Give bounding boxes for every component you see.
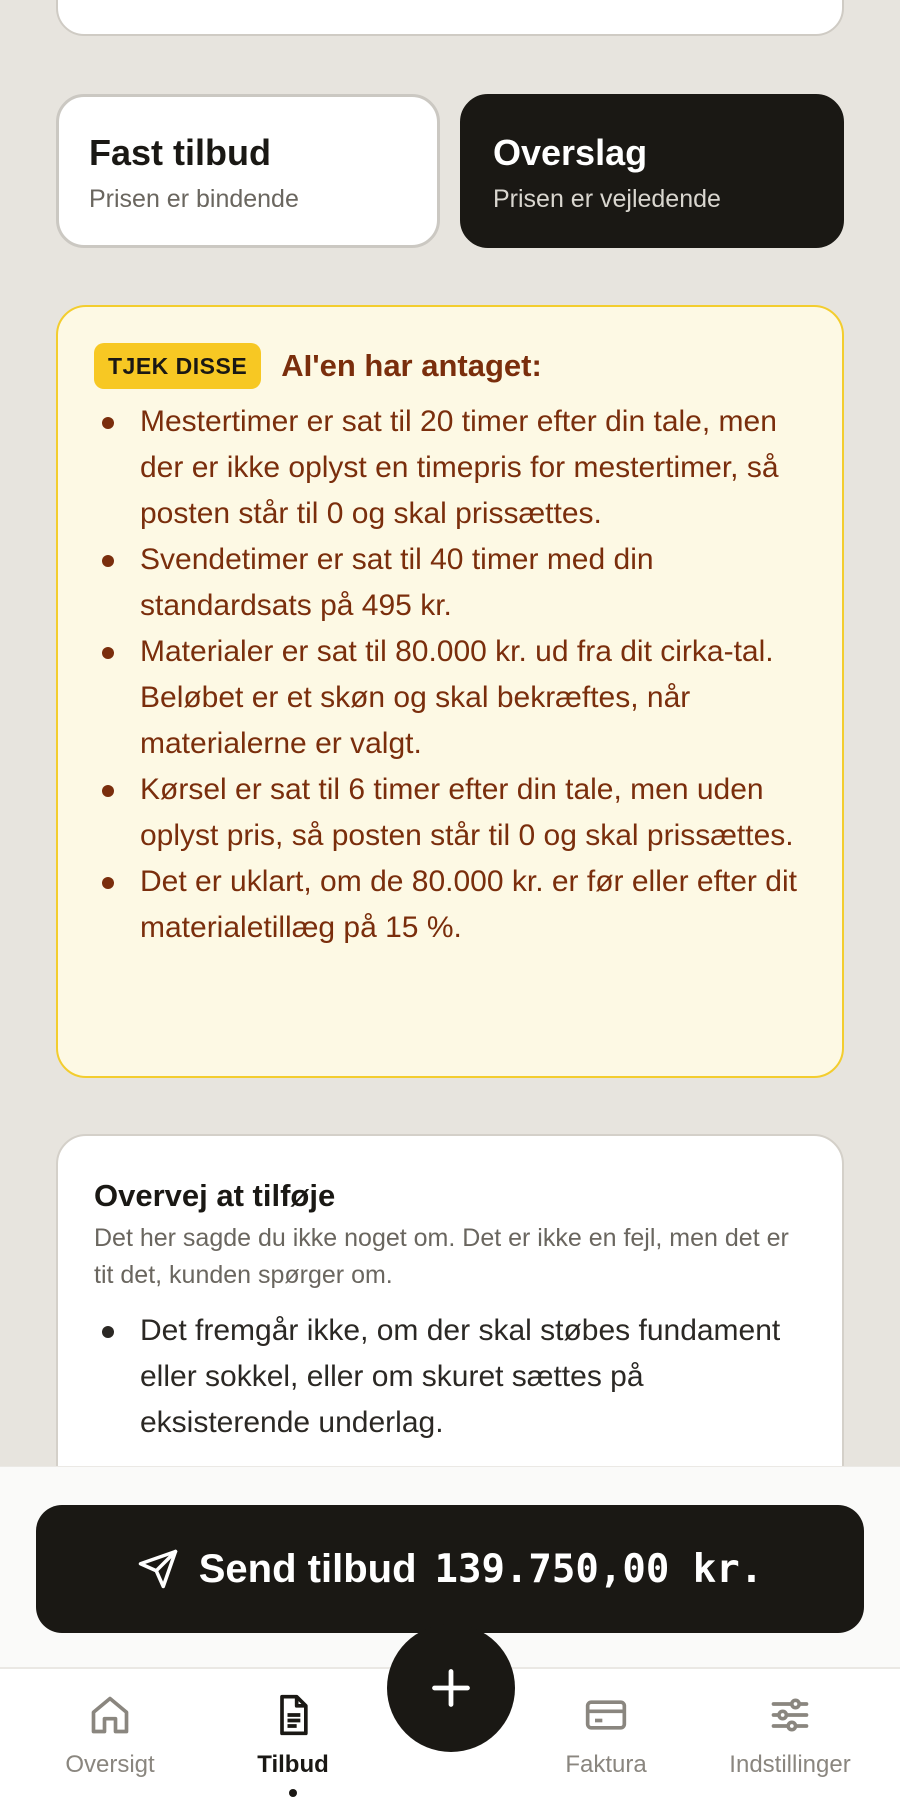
- ai-assumptions-title: AI'en har antaget:: [281, 348, 542, 383]
- tab-settings[interactable]: [700, 1669, 880, 1816]
- sliders-icon: [768, 1693, 812, 1737]
- credit-card-icon: [584, 1693, 628, 1737]
- tab-offers[interactable]: [203, 1669, 383, 1816]
- offer-type-toggle: [56, 94, 844, 248]
- estimate-option[interactable]: [460, 94, 844, 248]
- list-item: Materialer er sat til 80.000 kr. ud fra dit cirka-tal. Beløbet er et skøn og skal bekræftes, når materialerne er valgt.: [94, 629, 806, 767]
- tab-overview-label: Oversigt: [65, 1751, 155, 1778]
- list-item: Svendetimer er sat til 40 timer med din standardsats på 495 kr.: [94, 537, 806, 629]
- tab-invoice-label: Faktura: [565, 1751, 647, 1778]
- send-icon: [137, 1548, 179, 1590]
- consider-adding-title: Overvej at tilføje: [94, 1178, 336, 1213]
- tab-overview[interactable]: [20, 1669, 200, 1816]
- ai-assumptions-header: [94, 343, 806, 389]
- ai-assumptions-list: [94, 399, 806, 951]
- consider-adding-list: [94, 1308, 806, 1446]
- send-offer-label: Send tilbud: [198, 1546, 417, 1591]
- previous-card: [56, 0, 844, 36]
- send-offer-amount: 139.750,00 kr.: [434, 1546, 764, 1592]
- list-item: Mestertimer er sat til 20 timer efter din tale, men der er ikke oplyst en timepris for mestertimer, så posten står til 0 og skal prissættes.: [94, 399, 806, 537]
- fixed-offer-option[interactable]: [56, 94, 440, 248]
- list-item: Kørsel er sat til 6 timer efter din tale, men uden oplyst pris, så posten står til 0 og skal prissættes.: [94, 767, 806, 859]
- fixed-offer-title: Fast tilbud: [89, 132, 271, 173]
- estimate-title: Overslag: [493, 132, 648, 173]
- tab-settings-label: Indstillinger: [729, 1751, 851, 1778]
- send-offer-button[interactable]: [36, 1505, 864, 1633]
- list-item: Det fremgår ikke, om der skal støbes fundament eller sokkel, eller om skuret sættes på eksisterende underlag.: [94, 1308, 806, 1446]
- tab-invoice[interactable]: [516, 1669, 696, 1816]
- estimate-subtitle: Prisen er vejledende: [493, 185, 721, 213]
- tab-offers-label: Tilbud: [257, 1751, 329, 1778]
- plus-icon: [429, 1666, 473, 1710]
- home-icon: [88, 1693, 132, 1737]
- fixed-offer-subtitle: Prisen er bindende: [89, 185, 299, 213]
- document-icon: [271, 1693, 315, 1737]
- list-item: Det er uklart, om de 80.000 kr. er før eller efter dit materialetillæg på 15 %.: [94, 859, 806, 951]
- ai-assumptions-card: [56, 305, 844, 1078]
- consider-adding-subtitle: Det her sagde du ikke noget om. Det er ikke en fejl, men det er tit det, kunden spørger om.: [94, 1224, 789, 1289]
- add-button[interactable]: [387, 1624, 515, 1752]
- active-tab-indicator: [289, 1789, 297, 1797]
- check-these-badge: TJEK DISSE: [94, 343, 261, 389]
